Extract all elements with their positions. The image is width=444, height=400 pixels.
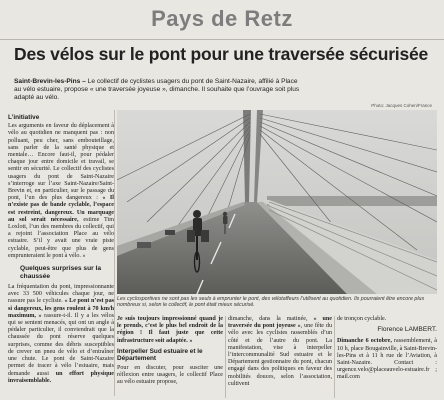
photo-caption: Les cyclosportives ne sont pas les seuls à emprunter le pont, des vélotaffeurs l’utilisent au quotidien. Ils pourraient être encore plus nombreux si, selon le collectif, le pont était mieux sécurisé. bbox=[117, 296, 425, 309]
column-rule bbox=[114, 110, 115, 396]
paragraph bbox=[8, 284, 114, 385]
paragraph-text: estime Tim Loxlott, l’un des membres du collectif, qui a rejoint l’association Place au vélo estuaire. S’il y avait une vraie piste cyclable, peut-être que plus de gens emprunteraient le pont à vélo. » bbox=[8, 216, 114, 259]
section-rubric: Pays de Retz bbox=[151, 6, 293, 31]
paragraph bbox=[228, 316, 332, 388]
section-header bbox=[0, 0, 444, 40]
text-column-1 bbox=[8, 110, 114, 385]
paragraph-bold: Dimanche 6 octobre, bbox=[337, 338, 392, 345]
paragraph-text: Pour en discuter, pour susciter une réflexion entre usagers, le collectif Place au vélo estuaire propose, bbox=[117, 364, 223, 386]
text-column-2 bbox=[117, 316, 223, 386]
intertitle-interpeller: Interpeller Sud estuaire et le Département bbox=[117, 347, 203, 363]
article-headline: Des vélos sur le pont pour une traversée sécurisée bbox=[14, 44, 429, 64]
paragraph-quote: « Le pont n’est pas si dangereux, les gens roulent à 70 km/h maximum, » bbox=[8, 298, 114, 319]
text-column-3 bbox=[228, 316, 332, 388]
photo-credit: Photo: Jacques Cohen/France bbox=[371, 103, 432, 108]
paragraph-text: rassure-t-il. Il y a les vélos qui se sentent menacés, qui ont un angle à pédaler particulier, il conviendrait que la chaussée du pont réserve quelques surprises, comme des débris susceptibles de crever un pneu de vélo et d’entraîner une chute. Le pont de Saint-Nazaire permet de tracer à vélo l’estuaire, mais demande aussi bbox=[8, 312, 114, 377]
author-signature: Florence LAMBERT. bbox=[377, 326, 437, 334]
intertitle-surprises: Quelques surprises sur la chaussée bbox=[20, 265, 101, 281]
paragraph-bold: un effort physique invraisemblable. bbox=[8, 370, 114, 384]
bridge-photo-illustration bbox=[117, 110, 437, 294]
paragraph-text: rassemblement, à 10 h, place Bougainville, à Saint-Brevin-les-Pins et à 11 h rue de l’Aviation, à Saint-Nazaire. Contact : urgence.velo@placeauvelo-estuaire.fr ; mail.com bbox=[337, 338, 438, 381]
paragraph-text: de tronçon cyclable. bbox=[337, 316, 387, 322]
paragraph bbox=[337, 338, 437, 381]
paragraph-text: Les arguments en faveur du déplacement à vélo au quotidien ne manquent pas : non polluant, peu cher, sans embouteillage, sans parler de la santé physique et mentale… Encore faut-il, pour pédaler chaque jour entre domicile et travail, se sentir en sécurité. Le collectif des cyclistes usagers du pont de Saint-Nazaire s’interroge sur l’axe Saint-Nazaire/Saint-Brevin et, en particulier, sur le passage du pont, l’un des plus dangereux : bbox=[8, 123, 114, 202]
bridge-photo bbox=[117, 110, 437, 294]
text-column-4 bbox=[337, 316, 437, 382]
column-rule bbox=[225, 316, 226, 398]
paragraph-text: , une fête du vélo avec les cyclistes rassemblés d’un côté et de l’autre du pont. La manifestation, vise à interpeller l’intercommunalité Sud estuaire et le Département gestionnaire du pont, chacun engagé dans des politiques en faveur des mobilités douces, selon l’association, cultivent bbox=[228, 323, 332, 387]
intertitle-initiative: L’initiative bbox=[8, 114, 40, 121]
paragraph-quote: Je suis toujours impressionné quand je le prends, c’est le plus bel endroit de la région ! Il faut juste que cette infrastructure soit adaptée. » bbox=[117, 316, 223, 344]
paragraph-text: dimanche, dans la matinée, bbox=[228, 316, 308, 322]
lede-place: Saint-Brevin-les-Pins – bbox=[14, 78, 86, 85]
column-rule bbox=[334, 316, 335, 398]
lede-text: Le collectif de cyclistes usagers du pont de Saint-Nazaire, affilié à Place au vélo estuaire, propose « une traversée joyeuse », dimanche. Il souhaite que l’ouvrage soit plus adapté au vélo. bbox=[14, 78, 300, 102]
paragraph-text: La fréquentation du pont, impressionnante avec 33 500 véhicules chaque jour, ne rassure pas le cycliste. bbox=[8, 284, 114, 305]
paragraph-quote: « Il n’existe pas de bande cyclable, l’espace est restreint, dangereux. Un marquage au sol serait nécessaire, bbox=[8, 195, 114, 223]
paragraph bbox=[8, 123, 114, 260]
article-lede bbox=[14, 78, 300, 103]
paragraph-bold: « une traversée du pont joyeuse » bbox=[228, 316, 333, 330]
